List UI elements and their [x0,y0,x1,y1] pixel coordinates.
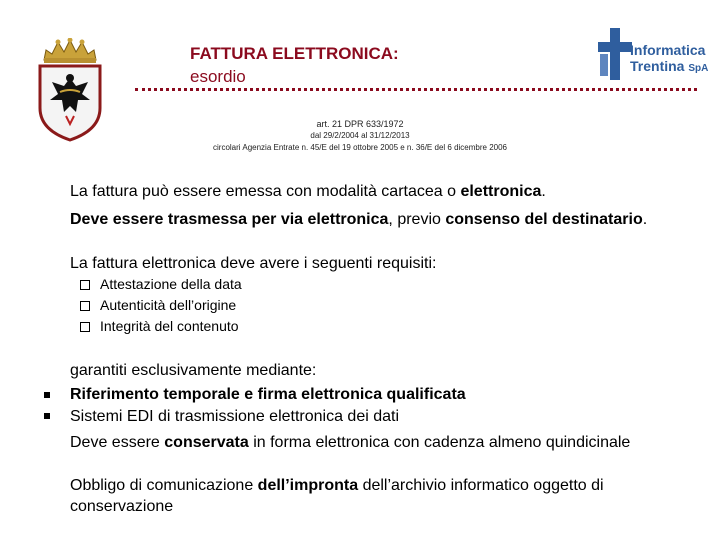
reference-2: dal 29/2/2004 al 31/12/2013 [310,131,410,140]
checkbox-bullet-icon [80,301,90,311]
logo-text-1: Informatica [630,42,706,58]
legal-references [190,118,530,154]
company-logo [598,28,708,84]
paragraph-8: Obbligo di comunicazione dell’impronta dell’archivio informatico oggetto di conservazione [70,477,604,515]
title-divider [135,88,697,91]
checkbox-bullet-icon [80,322,90,332]
paragraph-5: Riferimento temporale e firma elettronica qualificata [70,386,466,403]
requirement-item: Attestazione della data [80,274,242,295]
reference-3: circolari Agenzia Entrate n. 45/E del 19 ottobre 2005 e n. 36/E del 6 dicembre 2006 [213,143,507,152]
title-line-1: FATTURA ELETTRONICA: [190,44,399,63]
paragraph-4: garantiti esclusivamente mediante: [70,362,317,379]
reference-1: art. 21 DPR 633/1972 [316,119,404,129]
paragraph-2: Deve essere trasmessa per via elettronica, previo consenso del destinatario. [70,211,648,228]
requirement-item: Integrità del contenuto [80,316,239,337]
square-bullet-icon [44,392,50,398]
cross-logo-icon [598,28,632,80]
checkbox-bullet-icon [80,280,90,290]
slide-title [190,42,399,88]
paragraph-1: La fattura può essere emessa con modalità cartacea o elettronica. [70,183,546,200]
square-bullet-icon [44,413,50,419]
paragraph-7: Deve essere conservata in forma elettronica con cadenza almeno quindicinale [70,434,631,451]
requirement-item: Autenticità dell’origine [80,295,236,316]
paragraph-3: La fattura elettronica deve avere i seguenti requisiti: [70,255,437,272]
title-line-2: esordio [190,67,246,86]
coat-of-arms-icon [34,38,106,142]
paragraph-6: Sistemi EDI di trasmissione elettronica dei dati [70,408,400,425]
logo-text-2: Trentina [630,58,685,74]
logo-text-spa: SpA [688,63,709,74]
